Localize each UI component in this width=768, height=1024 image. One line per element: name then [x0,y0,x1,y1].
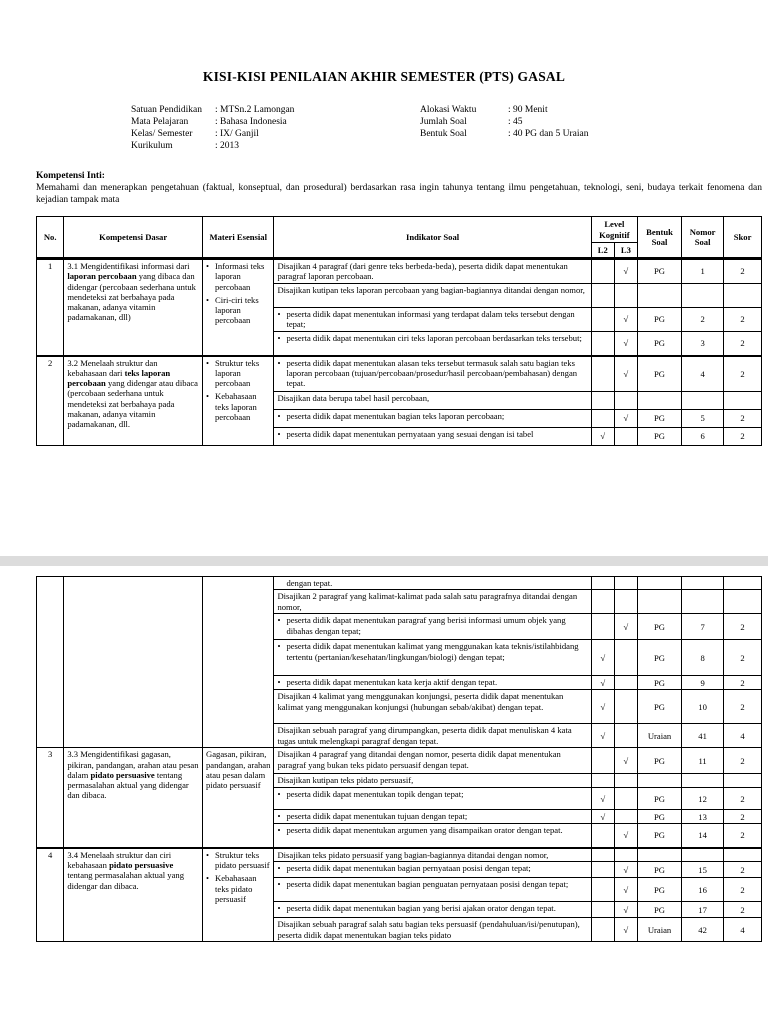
skor: 2 [724,410,762,428]
indikator: • peserta didik dapat menentukan alasan teks tersebut termasuk salah satu bagian teks laporan percobaan (tujuan/percobaan/prosedur/hasil percobaan/pembahasan) dengan tepat. [274,356,591,392]
check-mark: √ [591,428,614,446]
bentuk-soal: PG [637,824,681,848]
meta-value: : 40 PG dan 5 Uraian [508,129,589,139]
check-mark: √ [614,410,637,428]
bentuk-soal: PG [637,332,681,356]
check-mark: √ [614,918,637,942]
nomor-soal: 17 [682,902,724,918]
meta-value: : 45 [508,117,523,127]
row-number: 1 [37,259,64,356]
meta-label: Kelas/ Semester [131,129,193,139]
check-mark: √ [614,878,637,902]
bentuk-soal: PG [637,810,681,824]
check-mark: √ [614,259,637,284]
header-materi: Materi Esensial [203,217,274,259]
skor: 2 [724,878,762,902]
header-l3: L3 [614,243,637,259]
nomor-soal: 41 [682,724,724,748]
kisi-table-page-1 [36,216,762,446]
meta-value: : 2013 [215,141,240,151]
bentuk-soal: PG [637,259,681,284]
nomor-soal: 3 [682,332,724,356]
skor: 2 [724,640,762,676]
indikator: • peserta didik dapat menentukan bagian pernyataan posisi dengan tepat; [274,862,591,878]
nomor-soal: 42 [682,918,724,942]
bentuk-soal: PG [637,428,681,446]
indikator: • peserta didik dapat menentukan argumen yang disampaikan orator dengan tepat. [274,824,591,848]
check-mark: √ [614,824,637,848]
document-title: KISI-KISI PENILAIAN AKHIR SEMESTER (PTS) GASAL [202,69,566,84]
row-number: 3 [37,748,64,848]
header-skor: Skor [724,217,762,259]
meta-label: Kurikulum [131,141,173,151]
kompetensi-dasar: 3.1 Mengidentifikasi informasi dari laporan percobaan yang dibaca dan didengar (percobaan sederhana untuk mendeteksi zat berbahaya pada makanan, adanya vitamin padamakanan, dll) [64,259,203,356]
indikator: Disajikan kutipan teks laporan percobaan yang bagian-bagiannya ditandai dengan nomor, [274,284,591,308]
row-number: 2 [37,356,64,446]
skor: 2 [724,614,762,640]
kompetensi-dasar: 3.3 Mengidentifikasi gagasan, pikiran, pandangan, arahan atau pesan dalam pidato persuasive tentang permasalahan aktual yang didengar dan dibaca. [64,748,203,848]
bentuk-soal: PG [637,748,681,774]
indikator: Disajikan 4 paragraf yang ditandai dengan nomor, peserta didik dapat menentukan paragraf yang bukan teks pidato persuasif dengan tepat. [274,748,591,774]
materi-esensial: • Struktur teks laporan percobaan • Kebahasaan teks laporan percobaan [203,356,274,446]
document-page-2 [0,566,768,1024]
indikator: • peserta didik dapat menentukan paragraf yang berisi informasi umum objek yang dibahas dengan tepat; [274,614,591,640]
nomor-soal: 16 [682,878,724,902]
indikator: Disajikan sebuah paragraf salah satu bagian teks persuasif (pendahuluan/isi/penutupan), peserta didik dapat menentukan bagian teks pidato [274,918,591,942]
meta-value: : 90 Menit [508,105,548,115]
indikator: • peserta didik dapat menentukan tujuan dengan tepat; [274,810,591,824]
header-kd: Kompetensi Dasar [64,217,203,259]
meta-value: : MTSn.2 Lamongan [215,105,295,115]
check-mark: √ [614,614,637,640]
bentuk-soal: PG [637,902,681,918]
ki-heading: Kompetensi Inti: [36,171,105,181]
check-mark: √ [614,308,637,332]
header-bentuk: Bentuk Soal [637,217,681,259]
skor: 2 [724,428,762,446]
header-l2: L2 [591,243,614,259]
bentuk-soal: PG [637,640,681,676]
nomor-soal: 8 [682,640,724,676]
skor: 2 [724,676,762,690]
header-no: No. [37,217,64,259]
skor: 2 [724,862,762,878]
indikator: • peserta didik dapat menentukan bagian teks laporan percobaan; [274,410,591,428]
indikator: Disajikan teks pidato persuasif yang bagian-bagiannya ditandai dengan nomor, [274,848,591,862]
bentuk-soal: PG [637,308,681,332]
meta-right [420,104,588,140]
indikator: Disajikan 4 paragraf (dari genre teks berbeda-beda), peserta didik dapat menentukan paragraf laporan percobaan. [274,259,591,284]
skor: 2 [724,356,762,392]
skor: 4 [724,918,762,942]
bentuk-soal: PG [637,862,681,878]
row-number: 4 [37,848,64,942]
table-row [37,356,762,392]
nomor-soal: 4 [682,356,724,392]
skor: 2 [724,332,762,356]
header-nomor: Nomor Soal [682,217,724,259]
meta-left [131,104,294,152]
meta-value: : Bahasa Indonesia [215,117,287,127]
materi-esensial: • Struktur teks pidato persuasif • Kebahasaan teks pidato persuasif [203,848,274,942]
header-indikator: Indikator Soal [274,217,591,259]
skor: 2 [724,902,762,918]
nomor-soal: 5 [682,410,724,428]
meta-label: Jumlah Soal [420,117,467,127]
bentuk-soal: PG [637,356,681,392]
meta-value: : IX/ Ganjil [215,129,259,139]
check-mark: √ [591,640,614,676]
indikator: Disajikan kutipan teks pidato persuasif, [274,774,591,788]
table-row [37,577,762,590]
indikator: dengan tepat. [274,577,591,590]
materi-esensial: Gagasan, pikiran, pandangan, arahan atau pesan dalam pidato persuasif [203,748,274,848]
skor: 2 [724,690,762,724]
indikator: • peserta didik dapat menentukan pernyataan yang sesuai dengan isi tabel [274,428,591,446]
meta-label: Mata Pelajaran [131,117,189,127]
skor: 2 [724,810,762,824]
check-mark: √ [614,862,637,878]
nomor-soal: 1 [682,259,724,284]
nomor-soal: 6 [682,428,724,446]
indikator: • peserta didik dapat menentukan informasi yang terdapat dalam teks tersebut dengan tepat; [274,308,591,332]
check-mark: √ [614,332,637,356]
bentuk-soal: Uraian [637,724,681,748]
skor: 2 [724,748,762,774]
indikator: • peserta didik dapat menentukan kata kerja aktif dengan tepat. [274,676,591,690]
skor: 2 [724,824,762,848]
nomor-soal: 14 [682,824,724,848]
bentuk-soal: Uraian [637,918,681,942]
header-level: Level Kognitif [591,217,637,243]
check-mark: √ [591,788,614,810]
nomor-soal: 2 [682,308,724,332]
bentuk-soal: PG [637,690,681,724]
bentuk-soal: PG [637,788,681,810]
kompetensi-dasar: 3.2 Menelaah struktur dan kebahasaan dari teks laporan percobaan yang didengar atau dibaca (percobaan sederhana untuk mendeteksi zat berbahaya pada makanan, adanya vitamin padamakanan, dll. [64,356,203,446]
bentuk-soal: PG [637,614,681,640]
skor: 2 [724,788,762,810]
indikator: • peserta didik dapat menentukan kalimat yang menggunakan kata teknis/istilahbidang tertentu (pertanian/kesehatan/lingkungan/biologi) dengan tepat; [274,640,591,676]
check-mark: √ [614,356,637,392]
check-mark: √ [614,902,637,918]
ki-text: Memahami dan menerapkan pengetahuan (faktual, konseptual, dan prosedural) berdasarkan rasa ingin tahunya tentang ilmu pengetahuan, teknologi, seni, budaya terkait fenomena dan kejadian tampak mata [36,183,762,205]
bentuk-soal: PG [637,676,681,690]
indikator: • peserta didik dapat menentukan bagian yang berisi ajakan orator dengan tepat. [274,902,591,918]
nomor-soal: 15 [682,862,724,878]
indikator: • peserta didik dapat menentukan bagian penguatan pernyataan posisi dengan tepat; [274,878,591,902]
nomor-soal: 7 [682,614,724,640]
nomor-soal: 10 [682,690,724,724]
skor: 2 [724,308,762,332]
bentuk-soal: PG [637,410,681,428]
nomor-soal: 12 [682,788,724,810]
nomor-soal: 9 [682,676,724,690]
check-mark: √ [591,724,614,748]
materi-esensial: • Informasi teks laporan percobaan • Ciri-ciri teks laporan percobaan [203,259,274,356]
indikator: Disajikan 2 paragraf yang kalimat-kalimat pada salah satu paragrafnya ditandai dengan nomor, [274,590,591,614]
skor: 2 [724,259,762,284]
indikator: • peserta didik dapat menentukan topik dengan tepat; [274,788,591,810]
kisi-table-page-2 [36,576,762,942]
indikator: • peserta didik dapat menentukan ciri teks laporan percobaan berdasarkan teks tersebut; [274,332,591,356]
kompetensi-dasar: 3.4 Menelaah struktur dan ciri kebahasaan pidato persuasive tentang permasalahan aktual yang didengar dan dibaca. [64,848,203,942]
table-row [37,259,762,284]
table-row [37,748,762,774]
check-mark: √ [591,690,614,724]
meta-label: Satuan Pendidikan [131,105,202,115]
meta-label: Alokasi Waktu [420,105,477,115]
indikator: Disajikan 4 kalimat yang menggunakan konjungsi, peserta didik dapat menentukan kalimat yang menggunakan konjungsi (hubungan sebab/akibat) dengan tepat. [274,690,591,724]
check-mark: √ [591,676,614,690]
skor: 4 [724,724,762,748]
indikator: Disajikan data berupa tabel hasil percobaan, [274,392,591,410]
check-mark: √ [591,810,614,824]
nomor-soal: 13 [682,810,724,824]
indikator: Disajikan sebuah paragraf yang dirumpangkan, peserta didik dapat menuliskan 4 kata tugas untuk melengkapi paragraf dengan tepat. [274,724,591,748]
nomor-soal: 11 [682,748,724,774]
bentuk-soal: PG [637,878,681,902]
meta-label: Bentuk Soal [420,129,467,139]
check-mark: √ [614,748,637,774]
table-row [37,848,762,862]
